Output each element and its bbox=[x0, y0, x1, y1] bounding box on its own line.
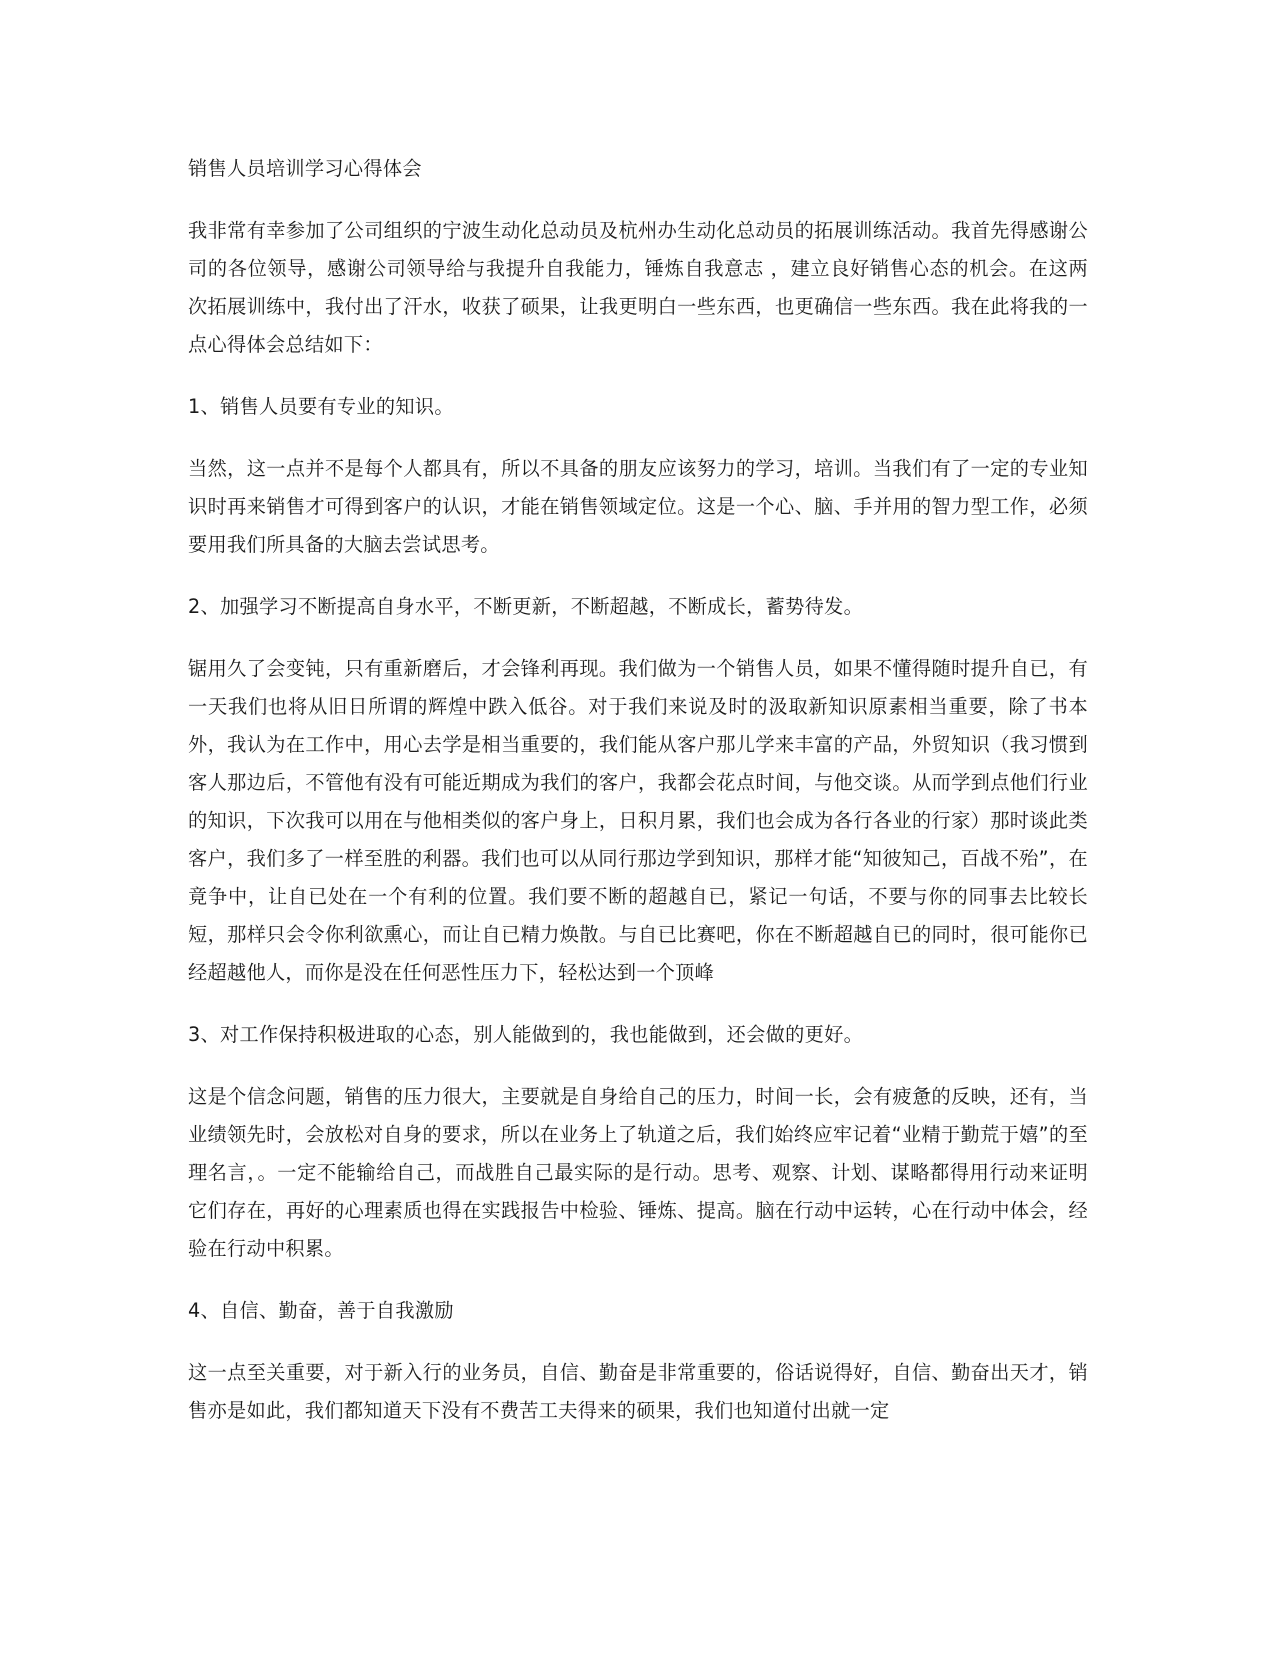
paragraph-section-2: 锯用久了会变钝，只有重新磨后，才会锋利再现。我们做为一个销售人员，如果不懂得随时提升自已，有一天我们也将从旧日所谓的辉煌中跌入低谷。对于我们来说及时的汲取新知识原素相当重要，除了书本外，我认为在工作中，用心去学是相当重要的，我们能从客户那儿学来丰富的产品，外贸知识（我习惯到客人那边后，不管他有没有可能近期成为我们的客户，我都会花点时间，与他交谈。从而学到点他们行业的知识，下次我可以用在与他相类似的客户身上，日积月累，我们也会成为各行各业的行家）那时谈此类客户，我们多了一样至胜的利器。我们也可以从同行那边学到知识，那样才能“知彼知己，百战不殆”，在竟争中，让自已处在一个有利的位置。我们要不断的超越自已，紧记一句话，不要与你的同事去比较长短，那样只会令你利欲熏心，而让自已精力焕散。与自已比赛吧，你在不断超越自已的同时，很可能你已经超越他人，而你是没在任何恶性压力下，轻松达到一个顶峰 bbox=[188, 657, 1088, 984]
paragraph-section-1: 当然，这一点并不是每个人都具有，所以不具备的朋友应该努力的学习，培训。当我们有了一定的专业知识时再来销售才可得到客户的认识，才能在销售领域定位。这是一个心、脑、手并用的智力型工作，必须要用我们所具备的大脑去尝试思考。 bbox=[188, 457, 1088, 556]
section-heading-4: 4、自信、勤奋，善于自我激励 bbox=[188, 1299, 454, 1322]
section-heading-1: 1、销售人员要有专业的知识。 bbox=[188, 395, 454, 418]
section-heading-2: 2、加强学习不断提高自身水平，不断更新，不断超越，不断成长，蓄势待发。 bbox=[188, 595, 864, 618]
paragraph-section-4: 这一点至关重要，对于新入行的业务员，自信、勤奋是非常重要的，俗话说得好，自信、勤奋出天才，销售亦是如此，我们都知道天下没有不费苦工夫得来的硕果，我们也知道付出就一定 bbox=[188, 1361, 1088, 1422]
section-heading-3: 3、对工作保持积极进取的心态，别人能做到的，我也能做到，还会做的更好。 bbox=[188, 1023, 864, 1046]
document-title: 销售人员培训学习心得体会 bbox=[188, 157, 422, 180]
paragraph-section-3: 这是个信念问题，销售的压力很大，主要就是自身给自己的压力，时间一长，会有疲惫的反映，还有，当业绩领先时，会放松对自身的要求，所以在业务上了轨道之后，我们始终应牢记着“业精于勤荒于嬉”的至理名言，。一定不能输给自己，而战胜自己最实际的是行动。思考、观察、计划、谋略都得用行动来证明它们存在，再好的心理素质也得在实践报告中检验、锤炼、提高。脑在行动中运转，心在行动中体会，经验在行动中积累。 bbox=[188, 1085, 1088, 1260]
paragraph-intro: 我非常有幸参加了公司组织的宁波生动化总动员及杭州办生动化总动员的拓展训练活动。我首先得感谢公司的各位领导，感谢公司领导给与我提升自我能力，锤炼自我意志 ，建立良好销售心态的机会。在这两次拓展训练中，我付出了汗水，收获了硕果，让我更明白一些东西，也更确信一些东西。我在此将我的一点心得体会总结如下： bbox=[188, 219, 1088, 356]
document-body bbox=[188, 150, 1088, 1454]
